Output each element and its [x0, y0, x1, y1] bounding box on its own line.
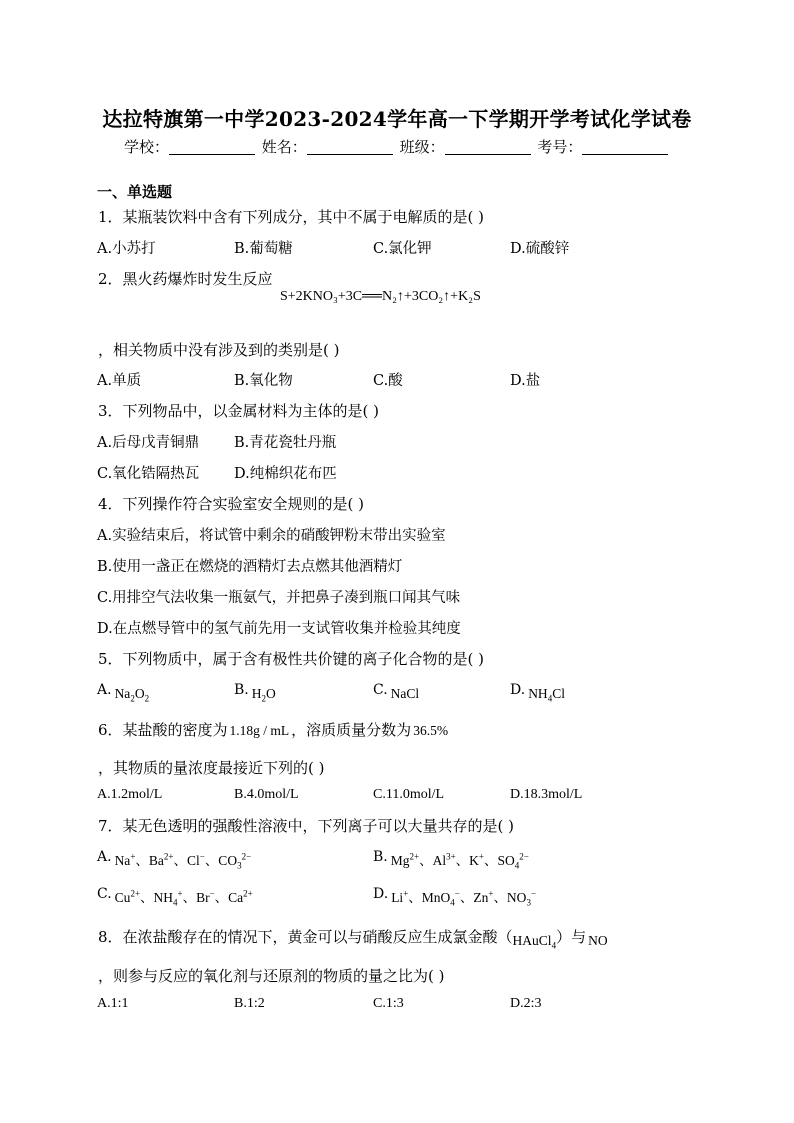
q8-option-a[interactable]: A.1:1	[97, 996, 129, 1011]
q3-option-c[interactable]: C.氧化锆隔热瓦	[97, 466, 200, 482]
q5-option-a[interactable]	[97, 682, 149, 702]
q2-stem-continued: ，相关物质中没有涉及到的类别是( )	[98, 341, 340, 359]
q5-option-c[interactable]	[373, 682, 419, 702]
q4-option-b[interactable]: B.使用一盏正在燃烧的酒精灯去点燃其他酒精灯	[97, 559, 403, 575]
q6-percent: 36.5%	[413, 723, 449, 738]
q7-option-d[interactable]	[373, 886, 536, 906]
option-letter: A.	[97, 682, 112, 698]
ion-list-a: Na+、$Ba^{2+}$、Cl−、$CO_3^{2-}$	[114, 851, 252, 871]
q1-option-b[interactable]: B.葡萄糖	[234, 241, 293, 257]
school-blank[interactable]	[169, 140, 255, 155]
q2-option-d[interactable]: D.盐	[510, 373, 541, 389]
q8-option-c[interactable]: C.1:3	[373, 996, 404, 1011]
class-label: 班级：	[399, 138, 445, 156]
q1-option-c[interactable]: C.氯化钾	[373, 241, 432, 257]
name-label: 姓名：	[261, 138, 307, 156]
q6-stem-text: 6．某盐酸的密度为	[98, 721, 228, 739]
q2-option-b[interactable]: B.氧化物	[234, 373, 293, 389]
q7-option-c[interactable]	[97, 886, 253, 906]
number-label: 考号：	[537, 138, 583, 156]
q2-stem: 2．黑火药爆炸时发生反应	[98, 270, 273, 288]
q6-density: 1.18g / mL	[229, 723, 290, 738]
option-letter: B.	[234, 682, 249, 698]
q1-stem: 1．某瓶装饮料中含有下列成分，其中不属于电解质的是( )	[98, 208, 485, 226]
page-title: 达拉特旗第一中学2023-2024学年高一下学期开学考试化学试卷	[102, 107, 692, 131]
ion-list-d: Li+、MnO$_4$−、Zn+、$NO_3^-$	[391, 888, 537, 908]
q2-equation: S+2KNO₃+3C══N₂↑+3CO₂↑+K₂S	[280, 289, 481, 304]
q4-option-a[interactable]: A.实验结束后，将试管中剩余的硝酸钾粉末带出实验室	[97, 528, 446, 544]
option-letter: B.	[373, 849, 388, 865]
q7-option-b[interactable]	[373, 849, 529, 869]
q8-option-d[interactable]: D.2:3	[510, 996, 542, 1011]
q8-stem-mid: ）与	[556, 928, 587, 946]
option-letter: D.	[373, 886, 389, 902]
formula-nh4cl: $NH_4Cl$	[528, 686, 565, 704]
q3-option-a[interactable]: A.后母戊青铜鼎	[97, 435, 200, 451]
name-blank[interactable]	[307, 140, 393, 155]
q6-option-d[interactable]: D.18.3mol/L	[510, 787, 583, 802]
q5-option-b[interactable]	[234, 682, 276, 702]
q8-stem-text: 8．在浓盐酸存在的情况下，黄金可以与硝酸反应生成氯金酸（	[98, 928, 513, 946]
q3-stem: 3．下列物品中，以金属材料为主体的是( )	[98, 402, 380, 420]
option-letter: A.	[97, 849, 112, 865]
section-heading: 一、单选题	[97, 183, 173, 201]
q8-option-b[interactable]: B.1:2	[234, 996, 265, 1011]
q6-option-b[interactable]: B.4.0mol/L	[234, 787, 299, 802]
q6-stem	[98, 719, 448, 740]
q7-stem: 7．某无色透明的强酸性溶液中，下列离子可以大量共存的是( )	[98, 817, 515, 835]
ion-list-c: $Cu^{2+}$、$NH_4^+$、Br−、$Ca^{2+}$	[114, 888, 253, 908]
q6-option-c[interactable]: C.11.0mol/L	[373, 787, 445, 802]
q4-stem: 4．下列操作符合实验室安全规则的是( )	[98, 495, 365, 513]
formula-na2o2: $Na_2O_2$	[114, 686, 150, 704]
school-label: 学校：	[124, 138, 170, 156]
formula-haucl4: HAuCl$_4$	[512, 933, 557, 951]
q1-option-a[interactable]: A.小苏打	[97, 241, 156, 257]
option-letter: D.	[510, 682, 526, 698]
q6-option-a[interactable]: A.1.2mol/L	[97, 787, 163, 802]
ion-list-b: $Mg^{2+}$、$Al^{3+}$、K+、$SO_4^{2-}$	[390, 851, 529, 871]
q8-stem	[98, 926, 608, 949]
student-info-row	[124, 136, 670, 157]
q6-stem-mid: ，溶质质量分数为	[291, 721, 412, 739]
formula-h2o: $H_2O$	[251, 686, 276, 704]
q5-option-d[interactable]	[510, 682, 565, 702]
q7-option-a[interactable]	[97, 849, 251, 869]
formula-no: NO	[588, 933, 608, 948]
q4-option-c[interactable]: C.用排空气法收集一瓶氨气，并把鼻子凑到瓶口闻其气味	[97, 590, 461, 606]
number-blank[interactable]	[582, 140, 668, 155]
q1-option-d[interactable]: D.硫酸锌	[510, 241, 570, 257]
q4-option-d[interactable]: D.在点燃导管中的氢气前先用一支试管收集并检验其纯度	[97, 621, 461, 637]
q3-option-b[interactable]: B.青花瓷牡丹瓶	[234, 435, 337, 451]
q2-option-c[interactable]: C.酸	[373, 373, 403, 389]
option-letter: C.	[373, 682, 388, 698]
class-blank[interactable]	[445, 140, 531, 155]
q2-option-a[interactable]: A.单质	[97, 373, 142, 389]
q8-stem-continued: ，则参与反应的氧化剂与还原剂的物质的量之比为( )	[98, 967, 445, 985]
option-letter: C.	[97, 886, 112, 902]
q6-stem-continued: ，其物质的量浓度最接近下列的( )	[98, 759, 325, 777]
q5-stem: 5．下列物质中，属于含有极性共价键的离子化合物的是( )	[98, 650, 485, 668]
q3-option-d[interactable]: D.纯棉织花布匹	[234, 466, 337, 482]
formula-nacl: NaCl	[390, 686, 420, 701]
